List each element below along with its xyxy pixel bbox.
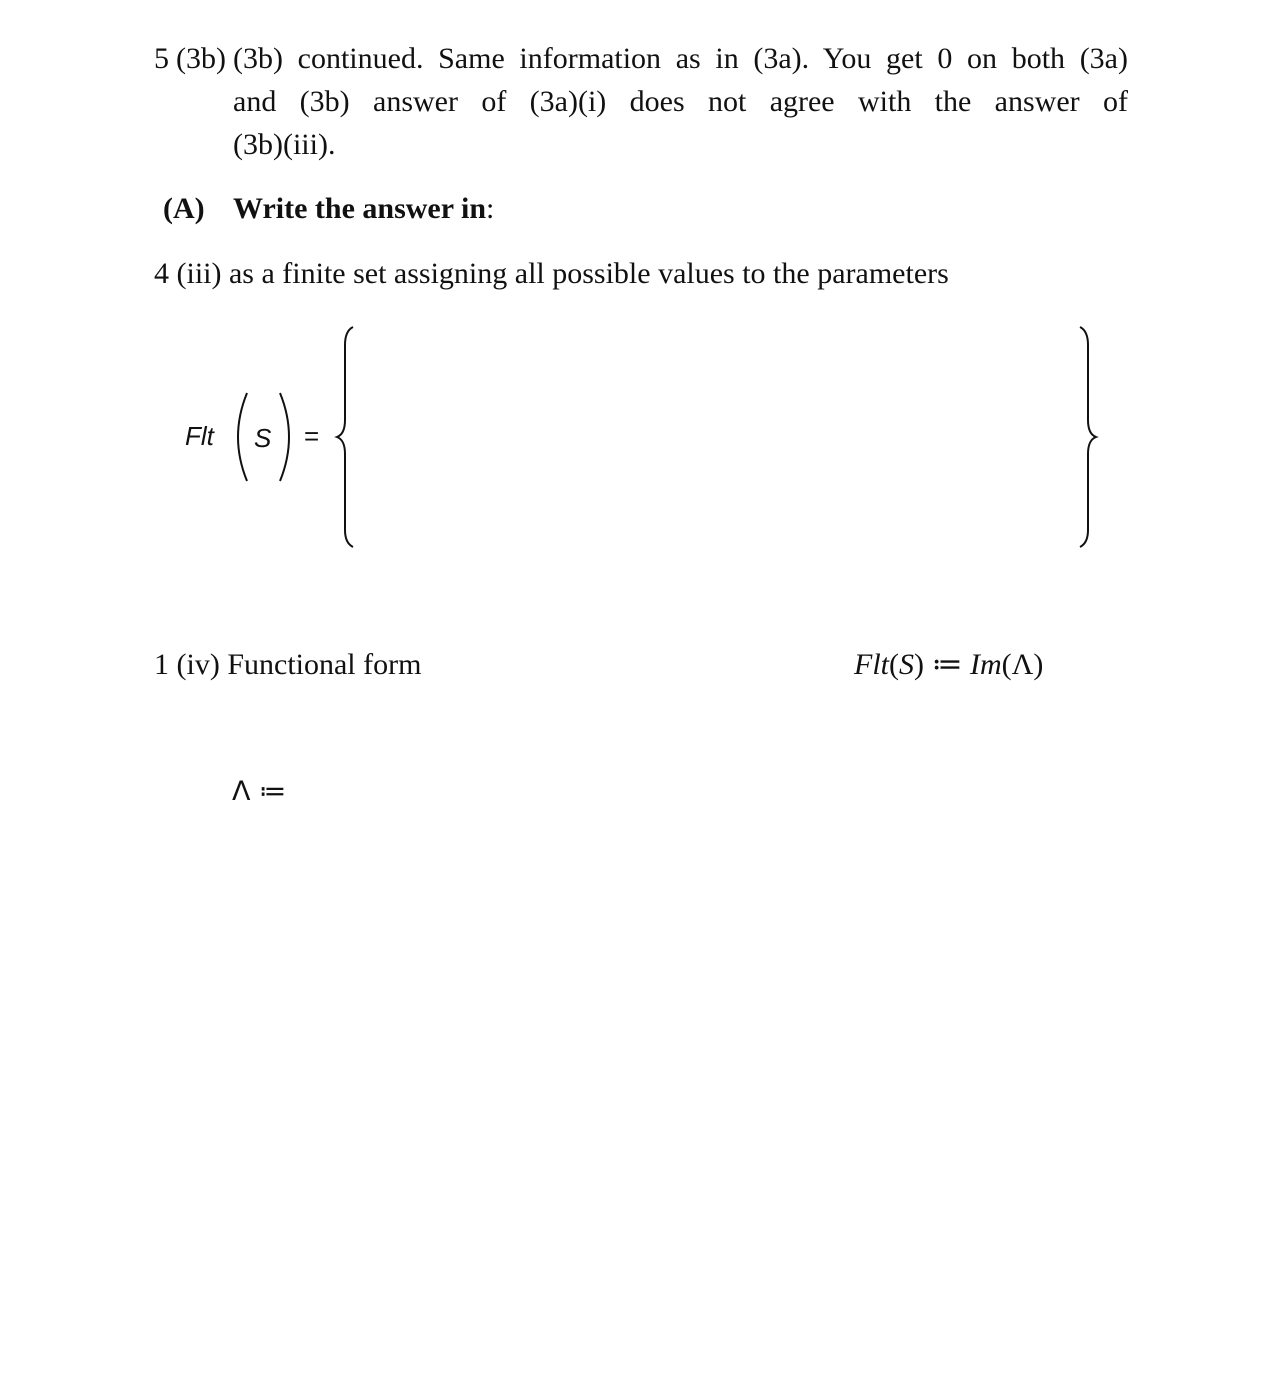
right-paren-shape (280, 393, 289, 481)
question-5-part-label: (3b) (176, 42, 226, 75)
left-paren-shape (238, 393, 247, 481)
question-5-line-3: (3b)(iii). (233, 128, 336, 161)
right-brace-shape (1080, 327, 1096, 547)
set-formula-argument: S (254, 423, 272, 453)
definition-image: Im (970, 648, 1002, 681)
section-a-instruction-colon: : (486, 192, 495, 225)
lambda-definition: Λ ≔ (232, 776, 287, 807)
definition-argument: S (899, 648, 914, 681)
set-formula-function: Flt (185, 421, 214, 451)
definition-assign: ) ≔ (914, 648, 970, 681)
set-formula-equals: = (304, 421, 320, 451)
section-a-instruction (233, 189, 494, 229)
question-4-iii-text: 4 (iii) as a finite set assigning all possible values to the parameters (154, 257, 949, 290)
definition-lambda: Λ (1011, 648, 1034, 681)
definition-function: Flt (854, 648, 889, 681)
definition-paren-open: ( (889, 648, 899, 681)
question-5-number: 5 (154, 42, 169, 75)
section-a-label: (A) (163, 192, 205, 225)
section-a-instruction-bold: Write the answer in (233, 192, 487, 225)
question-5-line-2: and (3b) answer of (3a)(i) does not agree with the answer of (233, 85, 1128, 118)
left-brace-shape (337, 327, 353, 547)
functional-form-definition (854, 645, 1043, 685)
question-1-iv-text: 1 (iv) Functional form (154, 648, 422, 681)
definition-paren-open-2: ( (1001, 648, 1012, 681)
definition-paren-close: ) (1033, 648, 1044, 681)
question-5-line-1: (3b) continued. Same information as in (3a). You get 0 on both (3a) (233, 42, 1128, 75)
